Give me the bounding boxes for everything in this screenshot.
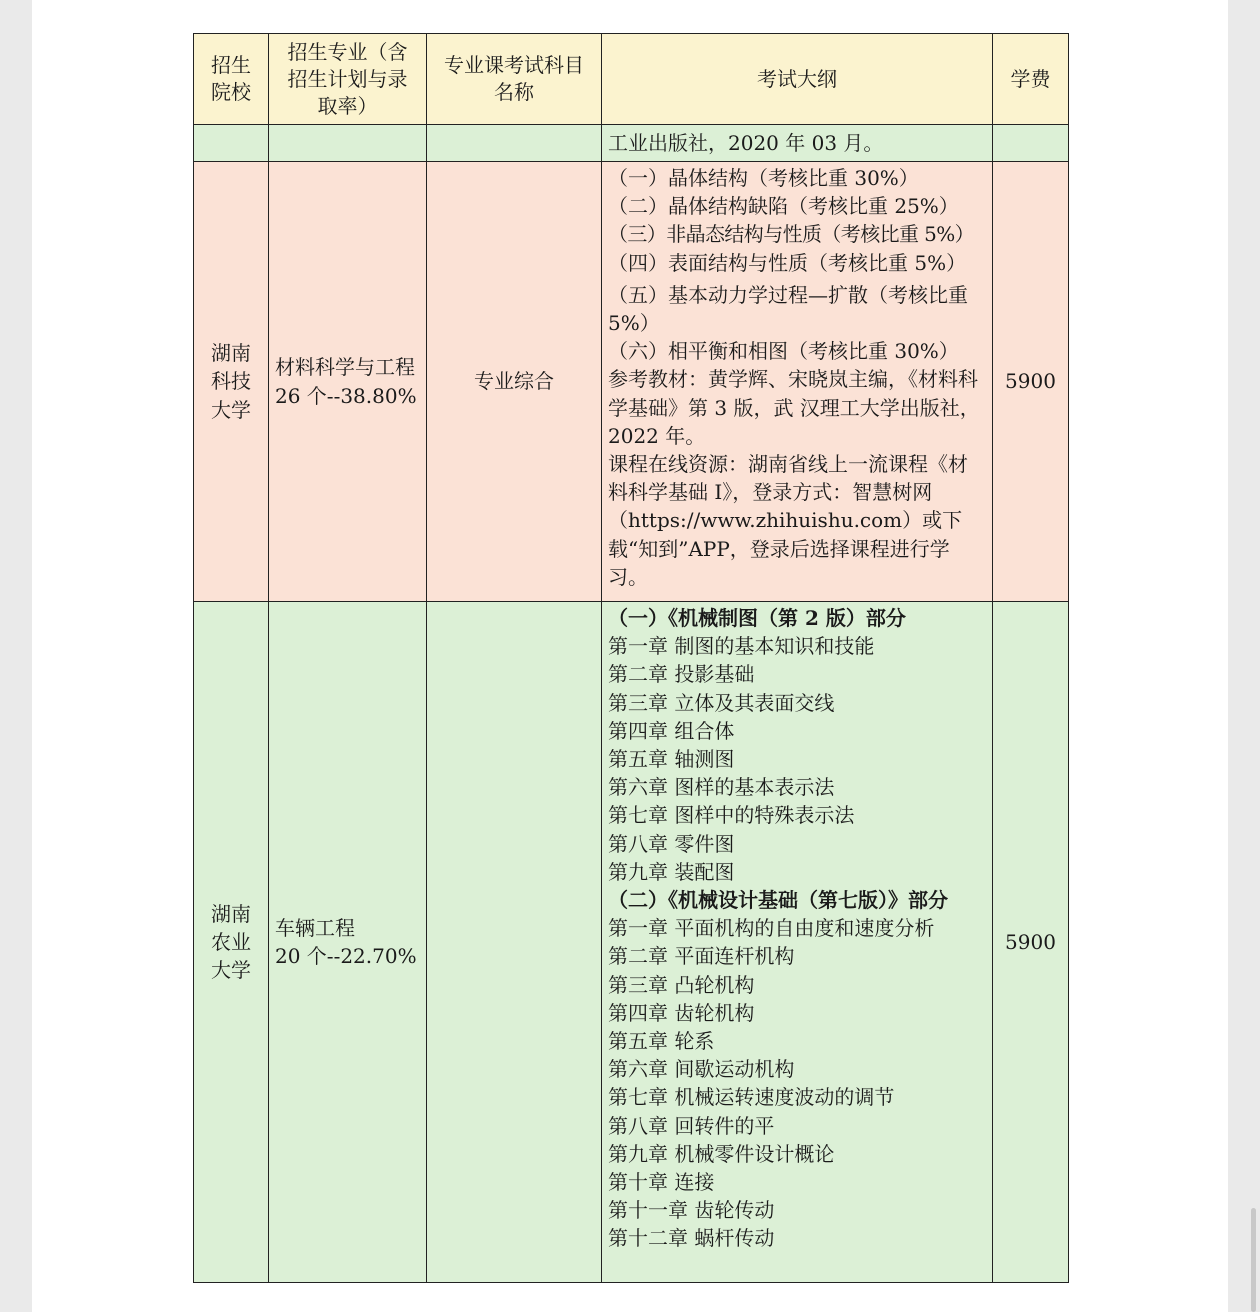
outline-line: 第十二章 蜗杆传动 xyxy=(608,1226,775,1251)
outline-line: 第七章 图样中的特殊表示法 xyxy=(608,803,855,828)
admissions-table xyxy=(193,33,1069,1283)
table-row-continuation xyxy=(194,125,1069,162)
outline-line: （五）基本动力学过程—扩散（考核比重 5%） xyxy=(608,282,968,336)
school-cell: 湖南科技大学 xyxy=(194,162,269,602)
header-outline: 考试大纲 xyxy=(602,34,993,125)
cont-outline-cell: 工业出版社，2020 年 03 月。 xyxy=(602,125,993,162)
outline-line: 第九章 装配图 xyxy=(608,859,735,884)
outline-line: 第二章 投影基础 xyxy=(608,662,755,687)
outline-line: 第十一章 齿轮传动 xyxy=(608,1198,775,1223)
outline-line: （一）晶体结构（考核比重 30%） xyxy=(608,166,919,190)
subject-cell xyxy=(427,602,602,1283)
outline-line: 课程在线资源：湖南省线上一流课程《材料科学基础 I》，登录方式：智慧树网（https://www.zhihuishu.com）或下 载“知到”APP，登录后选择课程进行学习。 xyxy=(608,452,968,589)
outline-section-heading: （一）《机械制图（第 2 版）部分 xyxy=(608,606,906,630)
table-row xyxy=(194,162,1069,602)
header-fee: 学费 xyxy=(993,34,1069,125)
school-cell: 湖南农业大学 xyxy=(194,602,269,1283)
outline-line: 第九章 机械零件设计概论 xyxy=(608,1141,835,1166)
fee-cell: 5900 xyxy=(993,602,1069,1283)
outline-line: 第三章 凸轮机构 xyxy=(608,972,755,997)
outline-line: 第八章 回转件的平 xyxy=(608,1113,775,1138)
cont-school-cell xyxy=(194,125,269,162)
outline-line: 第六章 图样的基本表示法 xyxy=(608,775,835,800)
table-row xyxy=(194,602,1069,1283)
major-name: 车辆工程 xyxy=(275,915,355,940)
outline-line: （二）晶体结构缺陷（考核比重 25%） xyxy=(608,194,959,219)
table-header-row xyxy=(194,34,1069,125)
major-name: 材料科学与工程 xyxy=(275,355,415,380)
outline-line: 第三章 立体及其表面交线 xyxy=(608,690,835,715)
outline-line: 第四章 组合体 xyxy=(608,718,735,743)
header-major: 招生专业（含招生计划与录取率） xyxy=(269,34,427,125)
cont-major-cell xyxy=(269,125,427,162)
outline-line: （四）表面结构与性质（考核比重 5%） xyxy=(608,250,967,275)
outline-cell xyxy=(602,162,993,602)
subject-cell: 专业综合 xyxy=(427,162,602,602)
cont-subject-cell xyxy=(427,125,602,162)
outline-cell xyxy=(602,602,993,1283)
outline-line: 第一章 平面机构的自由度和速度分析 xyxy=(608,916,935,941)
scrollbar-thumb[interactable] xyxy=(1251,1208,1256,1312)
outline-line: 第七章 机械运转速度波动的调节 xyxy=(608,1085,895,1110)
outline-line: （六）相平衡和相图（考核比重 30%） xyxy=(608,339,959,364)
outline-line: （三）非晶态结构与性质（考核比重 5%） xyxy=(608,222,975,247)
outline-line: 第十章 连接 xyxy=(608,1170,715,1195)
header-school: 招生院校 xyxy=(194,34,269,125)
major-cell xyxy=(269,602,427,1283)
outline-line: 第二章 平面连杆机构 xyxy=(608,944,795,969)
major-plan: 20 个--22.70% xyxy=(275,944,417,968)
major-plan: 26 个--38.80% xyxy=(275,383,417,408)
fee-cell: 5900 xyxy=(993,162,1069,602)
outline-line: 第六章 间歇运动机构 xyxy=(608,1057,795,1082)
outline-line: 第八章 零件图 xyxy=(608,831,735,856)
outline-line: 第一章 制图的基本知识和技能 xyxy=(608,634,875,659)
outline-section-heading: （二）《机械设计基础（第七版）》部分 xyxy=(608,888,948,913)
outline-line: 第五章 轮系 xyxy=(608,1029,715,1054)
cont-fee-cell xyxy=(993,125,1069,162)
outline-line: 参考教材：黄学辉、宋晓岚主编，《材料科学基础》第 3 版，武 汉理工大学出版社，2022 年。 xyxy=(608,367,980,448)
header-subject: 专业课考试科目名称 xyxy=(427,34,602,125)
outline-line: 第五章 轴测图 xyxy=(608,747,735,772)
major-cell xyxy=(269,162,427,602)
outline-line: 第四章 齿轮机构 xyxy=(608,1000,755,1025)
